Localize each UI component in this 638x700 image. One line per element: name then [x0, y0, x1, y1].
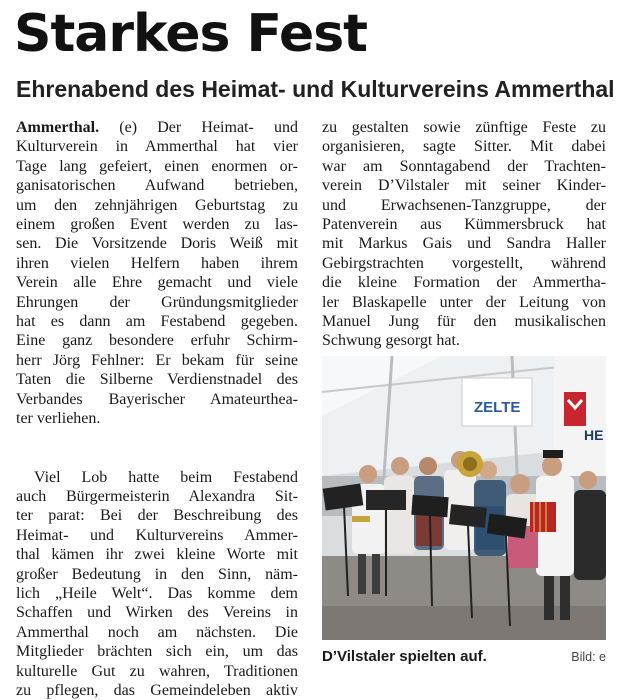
- text-line: einem großen Event werden zu las-: [16, 216, 298, 234]
- text-line-rest: (e) Der Heimat- und: [119, 119, 298, 136]
- caption-text: D’Vilstaler spielten auf.: [322, 648, 487, 665]
- text-line: mit Markus Gais und Sandra Haller: [322, 235, 606, 253]
- subheadline: Ehrenabend des Heimat- und Kulturvereins Ammerthal: [16, 76, 615, 102]
- text-line: Kulturverein in Ammerthal hat vier: [16, 138, 298, 156]
- text-line: kulturelle Gut zu wahren, Traditionen: [16, 662, 298, 680]
- photo-credit: Bild: e: [571, 650, 606, 664]
- text-line: Ammerthal noch am nächsten. Die: [16, 623, 298, 641]
- text-line: hat es dann am Festabend gegeben.: [16, 313, 298, 331]
- text-line: Schaffen und Wirken des Vereins in: [16, 604, 298, 622]
- text-line: Mitglieder brächten sich ein, um das: [16, 643, 298, 661]
- text-line: Heimat- und Kulturvereins Ammer-: [16, 526, 298, 544]
- article-column-1: [16, 118, 298, 700]
- article-photo: [322, 356, 606, 640]
- text-line: Eine ganz besondere erfuhr Schirm-: [16, 332, 298, 350]
- wall-letters: HE: [584, 427, 604, 443]
- dateline: Ammerthal.: [16, 119, 100, 136]
- text-line: großer Bedeutung in den Sinn, näm-: [16, 565, 298, 583]
- text-line: thal kämen ihr zwei kleine Worte mit: [16, 546, 298, 564]
- text-line: und Erwachsenen-Tanzgruppe, der: [322, 196, 606, 214]
- text-line: Verein alle Ehre gemacht und viele: [16, 274, 298, 292]
- text-line: ler Blaskapelle unter der Leitung von: [322, 293, 606, 311]
- text-line: Tage lang gefeiert, einen enormen or-: [16, 157, 298, 175]
- text-line: Schwung gesorgt hat.: [322, 332, 460, 350]
- band-photo-illustration: [322, 356, 606, 640]
- text-line: Ehrungen der Gründungsmitglieder: [16, 293, 298, 311]
- text-line: ter parat: Bei der Beschreibung des: [16, 507, 298, 525]
- text-line: [16, 118, 298, 137]
- text-line: auch Bürgermeisterin Alexandra Sit-: [16, 487, 298, 505]
- text-line: ter verliehen.: [16, 410, 101, 428]
- text-line: war am Sonntagabend der Trachten-: [322, 157, 606, 175]
- text-line: verein D’Vilstaler mit seiner Kinder-: [322, 177, 606, 195]
- text-line: Viel Lob hatte beim Festabend: [34, 468, 298, 486]
- banner-text: ZELTE: [474, 399, 521, 416]
- text-line: ihren vielen Helfern haben ihrem: [16, 254, 298, 272]
- text-line: die kleine Formation der Ammertha-: [322, 274, 606, 292]
- photo-caption: [322, 648, 606, 670]
- text-line: ganisatorischen Aufwand betrieben,: [16, 177, 298, 195]
- text-line: lich „Heile Welt“. Das komme dem: [16, 584, 298, 602]
- text-line: Taten die Silberne Verdienstnadel des: [16, 371, 298, 389]
- text-line: organisieren, sagte Sitter. Mit dabei: [322, 138, 606, 156]
- text-line: sen. Die Vorsitzende Doris Weiß mit: [16, 235, 298, 253]
- headline: Starkes Fest: [14, 4, 368, 64]
- text-line: Gebirgstrachten vorgestellt, während: [322, 254, 606, 272]
- article-column-2: [322, 118, 606, 351]
- text-line: Verbandes Bayerischer Amateurthea-: [16, 390, 298, 408]
- text-line: Patenverein aus Kümmersbruck hat: [322, 216, 606, 234]
- paragraph-gap: [16, 429, 298, 468]
- text-line: zu gestalten sowie zünftige Feste zu: [322, 119, 606, 136]
- text-line: zu pflegen, das Gemeindeleben aktiv: [16, 681, 298, 699]
- text-line: herr Jörg Fehlner: Er bekam für seine: [16, 351, 298, 369]
- text-line: Manuel Jung für den musikalischen: [322, 313, 606, 331]
- text-line: um den zehnjährigen Geburtstag zu: [16, 196, 298, 214]
